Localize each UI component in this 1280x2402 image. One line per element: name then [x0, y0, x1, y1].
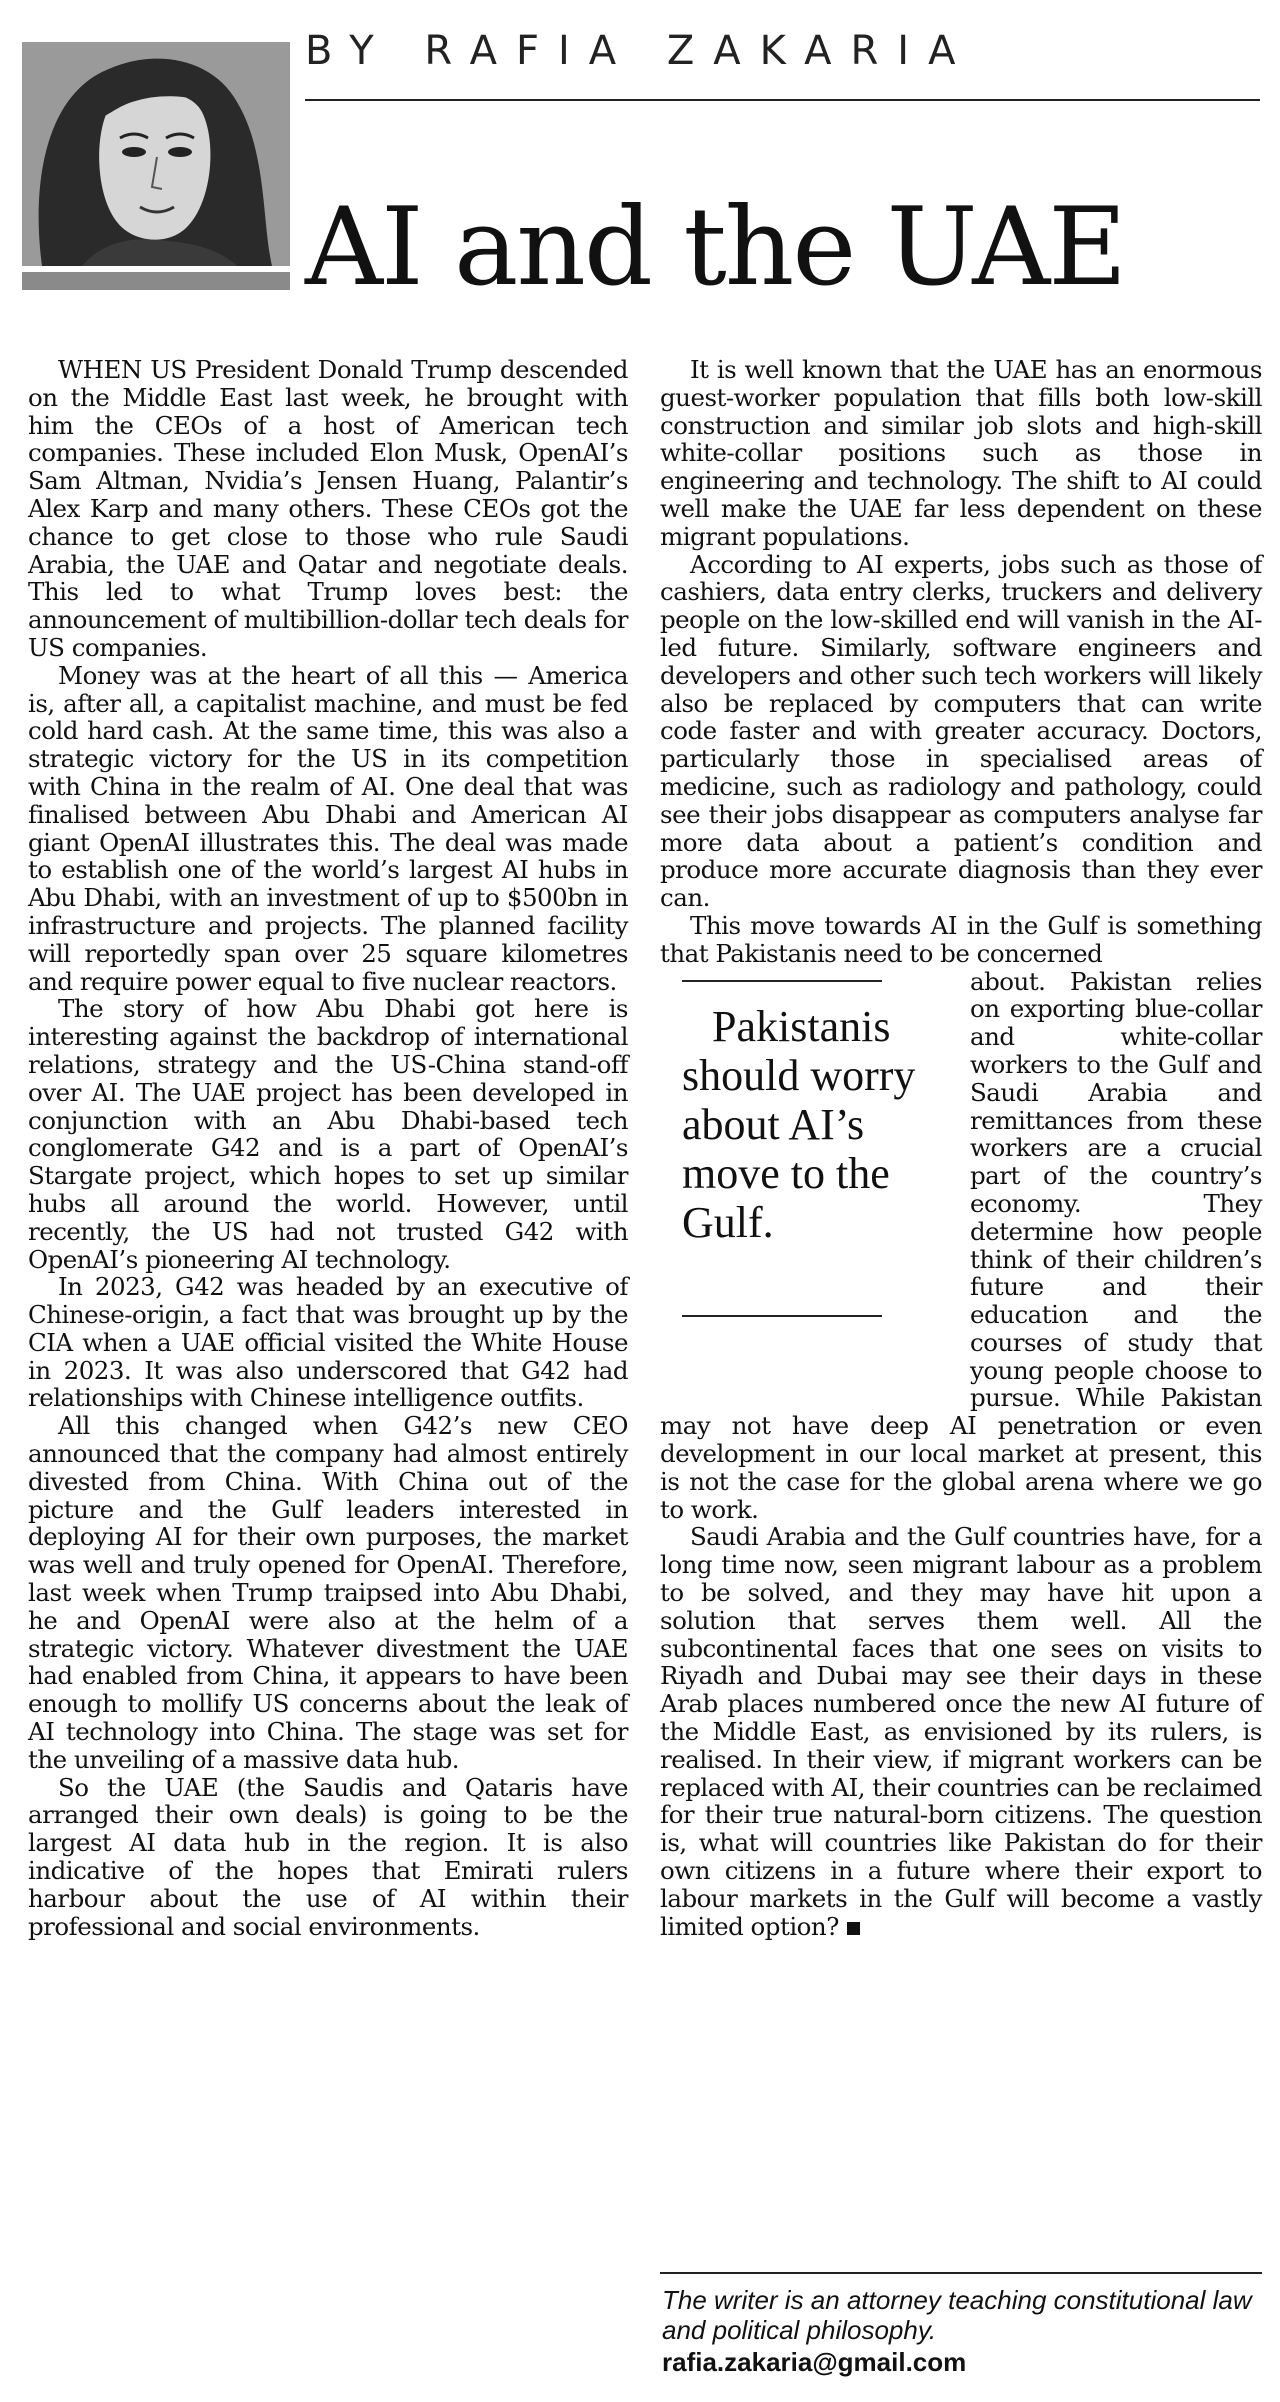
article-paragraph: WHEN US President Donald Trump descended on the Middle East last week, he brought with him the CEOs of a host of American tech companies. These included Elon Musk, OpenAI’s Sam Altman, Nvidia’s Jensen Huang, Palantir’s Alex Karp and many others. These CEOs got the chance to get close to those who rule Saudi Arabia, the UAE and Qatar and negotiate deals. This led to what Trump loves best: the announcement of multibillion-dollar tech deals for US companies.: [28, 355, 628, 662]
article-paragraph: All this changed when G42’s new CEO announced that the company had almost entirely divested from China. With China out of the picture and the Gulf leaders interested in deploying AI for their own purposes, the market was well and truly opened for OpenAI. Therefore, last week when Trump traipsed into Abu Dhabi, he and OpenAI were also at the helm of a strategic victory. Whatever divestment the UAE had enabled from China, it appears to have been enough to mollify US concerns about the leak of AI technology into China. The stage was set for the unveiling of a massive data hub.: [28, 1411, 628, 1774]
end-mark-icon: [847, 1922, 860, 1935]
article-paragraph: about. Pakistan relies on exporting blue-collar and white-collar workers to the Gulf and Saudi Arabia and remittances from these workers are a crucial part of the country’s economy. They determine how people think of their children’s future and their education and the courses of study that young people choose to pursue. While Pakistan may not have deep AI penetration or even development in our local market at present, this is not the case for the global arena where we go to work.: [660, 966, 1262, 1524]
pull-quote-box: [660, 980, 950, 1380]
pull-quote-rule-bottom: [682, 1315, 882, 1317]
article-paragraph: Money was at the heart of all this — America is, after all, a capitalist machine, and must be fed cold hard cash. At the same time, this was also a strategic victory for the US in its competition with China in the realm of AI. One deal that was finalised between Abu Dhabi and American AI giant OpenAI illustrates this. The deal was made to establish one of the world’s largest AI hubs in Abu Dhabi, with an investment of up to $500bn in infrastructure and projects. The planned facility will reportedly span over 25 square kilometres and require power equal to five nuclear reactors.: [28, 660, 628, 996]
headline: AI and the UAE: [305, 185, 1126, 310]
article-paragraph: The story of how Abu Dhabi got here is interesting against the backdrop of international relations, strategy and the US-China stand-off over AI. The UAE project has been developed in conjunction with an Abu Dhabi-based tech conglomerate G42 and is a part of OpenAI’s Stargate project, which hopes to set up similar hubs all around the world. However, until recently, the US had not trusted G42 with OpenAI’s pioneering AI technology.: [28, 994, 628, 1274]
article-paragraph: In 2023, G42 was headed by an executive of Chinese-origin, a fact that was brought up by the CIA when a UAE official visited the White House in 2023. It was also underscored that G42 had relationships with Chinese intelligence outfits.: [28, 1272, 628, 1413]
article-paragraph-final-text: Saudi Arabia and the Gulf countries have, for a long time now, seen migrant labour as a problem to be solved, and they may have hit upon a solution that serves them well. All the subcontinental faces that one sees on visits to Riyadh and Dubai may see their days in these Arab places numbered once the new AI future of the Middle East, as envisioned by its rulers, is realised. In their view, if migrant workers can be replaced with AI, their countries can be reclaimed for their true natural-born citizens. The question is, what will countries like Pakistan do for their own citizens in a future where their export to labour markets in the Gulf will become a vastly limited option?: [660, 1522, 1262, 1941]
author-email[interactable]: rafia.zakaria@gmail.com: [662, 2347, 967, 2377]
article-column-right: [660, 356, 1262, 1940]
author-portrait-illustration: [22, 42, 290, 266]
pull-quote-rule-top: [682, 980, 882, 982]
byline-rule: [305, 99, 1260, 101]
article-paragraph: According to AI experts, jobs such as those of cashiers, data entry clerks, truckers and delivery people on the low-skilled end will vanish in the AI-led future. Similarly, software engineers and developers and other such tech workers will likely also be replaced by computers that can write code faster and with greater accuracy. Doctors, particularly those in specialised areas of medicine, such as radiology and pathology, could see their jobs disappear as computers analyse far more data about a patient’s condition and produce more accurate diagnosis than they ever can.: [660, 549, 1262, 913]
article-column-left: [28, 356, 628, 1940]
author-portrait: [22, 42, 290, 266]
article-paragraph: So the UAE (the Saudis and Qataris have arranged their own deals) is going to be the largest AI data hub in the region. It is also indicative of the hopes that Emirati rulers harbour about the use of AI within their professional and social environments.: [28, 1772, 628, 1941]
byline: BY RAFIA ZAKARIA: [305, 28, 975, 74]
article-paragraph: It is well known that the UAE has an enormous guest-worker population that fills both low-skill construction and similar job slots and high-skill white-collar positions such as those in engineering and technology. The shift to AI could well make the UAE far less dependent on these migrant populations.: [660, 355, 1262, 551]
article-paragraph: This move towards AI in the Gulf is something that Pakistanis need to be concerned: [660, 910, 1262, 968]
pull-quote: Pakistanis should worry about AI’s move to the Gulf.: [682, 1001, 916, 1247]
article-paragraph-final: [660, 1523, 1262, 1940]
author-note: The writer is an attorney teaching constitutional law and political philosophy.: [662, 2285, 1252, 2345]
footer-rule: [660, 2272, 1262, 2274]
portrait-bar: [22, 272, 290, 290]
